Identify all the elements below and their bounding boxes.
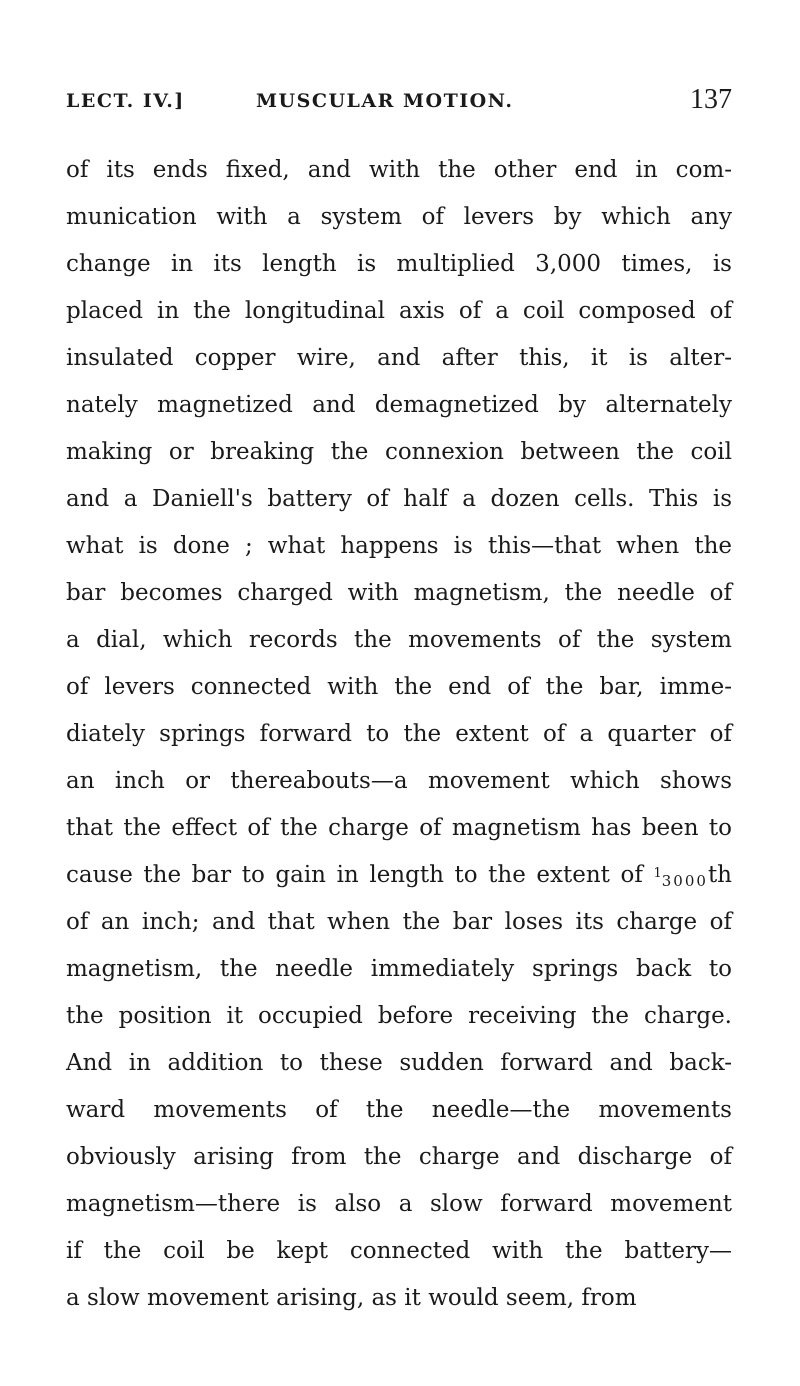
- fraction-line-before: cause the bar to gain in length to the extent of: [66, 862, 643, 888]
- body-text: [66, 147, 732, 1322]
- text-line: an inch or thereabouts—a movement which shows: [66, 768, 732, 794]
- text-line: what is done ; what happens is this—that when the: [66, 533, 732, 559]
- text-line: bar becomes charged with magnetism, the needle of: [66, 580, 732, 606]
- chapter-reference: LECT. IV.]: [66, 90, 185, 112]
- text-line: And in addition to these sudden forward and back-: [66, 1050, 732, 1076]
- fraction: [653, 866, 707, 889]
- text-line: making or breaking the connexion between the coil: [66, 439, 732, 465]
- fraction-numerator: 1: [653, 866, 662, 881]
- text-line: of levers connected with the end of the bar, imme-: [66, 674, 732, 700]
- page-number: 137: [690, 84, 732, 115]
- text-line: diately springs forward to the extent of a quarter of: [66, 721, 732, 747]
- text-line: change in its length is multiplied 3,000 times, is: [66, 251, 732, 277]
- text-line: magnetism, the needle immediately springs back to: [66, 956, 732, 982]
- text-line: and a Daniell's battery of half a dozen cells. This is: [66, 486, 732, 512]
- text-line: placed in the longitudinal axis of a coil composed of: [66, 298, 732, 324]
- text-line: obviously arising from the charge and discharge of: [66, 1144, 732, 1170]
- text-line-with-fraction: [66, 852, 732, 899]
- text-line: ward movements of the needle—the movements: [66, 1097, 732, 1123]
- fraction-denominator: 3000: [661, 872, 708, 890]
- text-line: of its ends fixed, and with the other end in com-: [66, 157, 732, 183]
- running-title: MUSCULAR MOTION.: [256, 90, 514, 112]
- text-line: insulated copper wire, and after this, it is alter-: [66, 345, 732, 371]
- text-line: that the effect of the charge of magnetism has been to: [66, 815, 732, 841]
- text-line: a dial, which records the movements of the system: [66, 627, 732, 653]
- text-line: of an inch; and that when the bar loses its charge of: [66, 909, 732, 935]
- text-line: nately magnetized and demagnetized by alternately: [66, 392, 732, 418]
- fraction-line-after: th: [707, 862, 732, 888]
- text-line: magnetism—there is also a slow forward movement: [66, 1191, 732, 1217]
- running-head: [66, 84, 732, 124]
- text-line: munication with a system of levers by which any: [66, 204, 732, 230]
- text-line: the position it occupied before receiving the charge.: [66, 1003, 732, 1029]
- text-line: if the coil be kept connected with the battery—: [66, 1238, 732, 1264]
- text-line: a slow movement arising, as it would seem, from: [66, 1285, 637, 1311]
